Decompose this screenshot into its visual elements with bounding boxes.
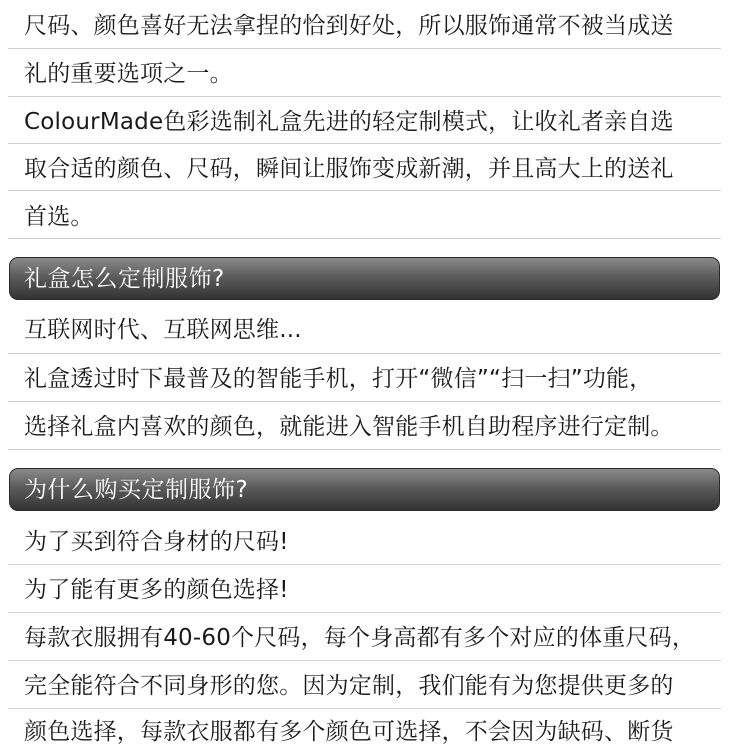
section-title-how: 礼盒怎么定制服饰? bbox=[24, 266, 225, 292]
divider bbox=[8, 353, 721, 354]
divider bbox=[8, 564, 721, 565]
why-line-3: 每款衣服拥有40-60个尺码，每个身高都有多个对应的体重尺码， bbox=[24, 625, 696, 651]
section-header-how bbox=[9, 257, 720, 300]
divider bbox=[8, 449, 721, 450]
intro-line-1: 尺码、颜色喜好无法拿捏的恰到好处，所以服饰通常不被当成送 bbox=[24, 13, 674, 39]
divider bbox=[8, 48, 721, 49]
section-header-why bbox=[9, 468, 720, 511]
how-line-2: 礼盒透过时下最普及的智能手机，打开“微信”“扫一扫”功能， bbox=[24, 366, 653, 392]
divider bbox=[8, 190, 721, 191]
divider bbox=[8, 143, 721, 144]
why-line-1: 为了买到符合身材的尺码! bbox=[24, 529, 289, 555]
intro-line-2: 礼的重要选项之一。 bbox=[24, 61, 233, 87]
why-line-2: 为了能有更多的颜色选择! bbox=[24, 577, 289, 603]
intro-line-5: 首选。 bbox=[24, 204, 94, 230]
section-title-why: 为什么购买定制服饰? bbox=[24, 477, 249, 503]
why-line-5: 颜色选择，每款衣服都有多个颜色可选择，不会因为缺码、断货 bbox=[24, 719, 674, 745]
intro-line-3: ColourMade色彩选制礼盒先进的轻定制模式，让收礼者亲自选 bbox=[24, 109, 674, 135]
divider bbox=[8, 708, 721, 709]
why-line-4: 完全能符合不同身形的您。因为定制，我们能有为您提供更多的 bbox=[24, 673, 674, 699]
divider bbox=[8, 612, 721, 613]
divider bbox=[8, 96, 721, 97]
divider bbox=[8, 660, 721, 661]
how-line-1: 互联网时代、互联网思维... bbox=[24, 317, 302, 343]
intro-line-4: 取合适的颜色、尺码，瞬间让服饰变成新潮，并且高大上的送礼 bbox=[24, 156, 674, 182]
how-line-3: 选择礼盒内喜欢的颜色，就能进入智能手机自助程序进行定制。 bbox=[24, 414, 674, 440]
divider bbox=[8, 401, 721, 402]
divider bbox=[8, 238, 721, 239]
